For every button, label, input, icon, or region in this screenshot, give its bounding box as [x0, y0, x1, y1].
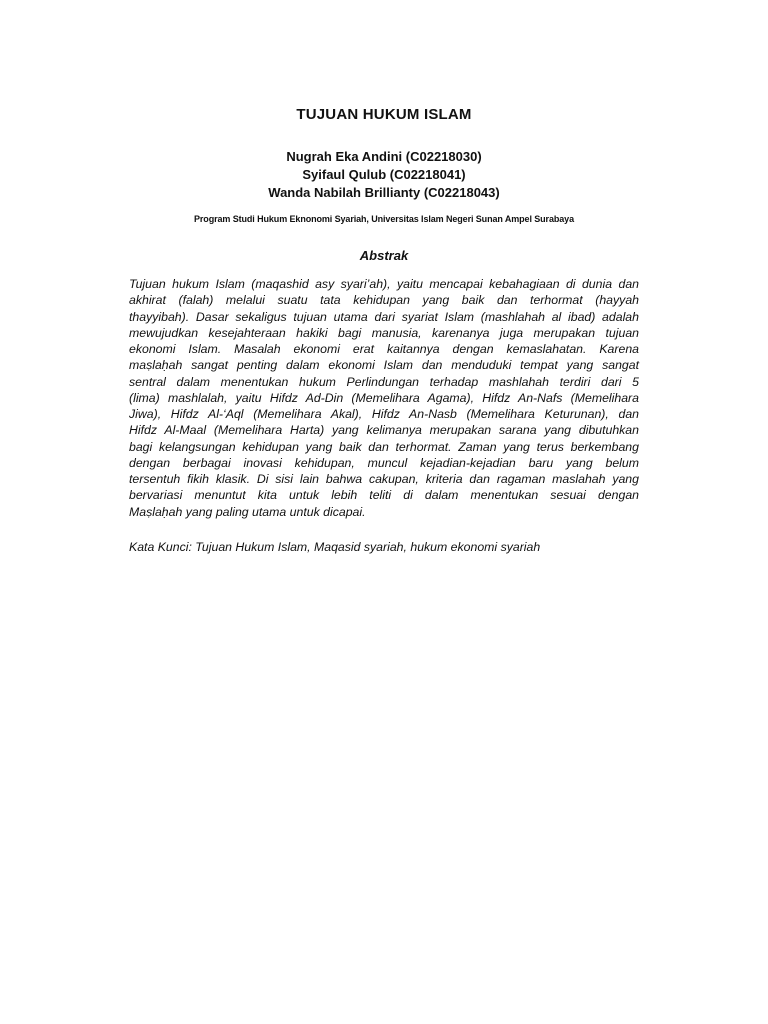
abstract-line: akhirat (falah) melalui suatu tata kehidupan yang baik dan terhormat (hayyah [129, 293, 639, 308]
author-name: Wanda Nabilah Brillianty (C02218043) [268, 185, 500, 200]
abstract-line: Hifdz Al-Maal (Memelihara Harta) yang kelimanya merupakan sarana yang dibutuhkan [129, 423, 639, 438]
abstract-line: Tujuan hukum Islam (maqashid asy syari’ah), yaitu mencapai kebahagiaan di dunia dan [129, 277, 639, 291]
abstract-body [129, 276, 639, 520]
abstract-heading: Abstrak [359, 248, 409, 263]
abstract-line: (lima) mashlalah, yaitu Hifdz Ad-Din (Memelihara Agama), Hifdz An-Nafs (Memelihara [129, 390, 639, 405]
abstract-line: tersentuh fikih klasik. Di sisi lain bahwa cakupan, kriteria dan ragaman maslahah yang [129, 472, 639, 486]
author-name: Syifaul Qulub (C02218041) [302, 167, 466, 182]
author-list [0, 148, 768, 202]
affiliation: Program Studi Hukum Eknonomi Syariah, Universitas Islam Negeri Sunan Ampel Surabaya [194, 214, 574, 224]
abstract-line: mewujudkan kesejahteraan hakiki bagi manusia, karenanya juga merupakan tujuan [129, 325, 639, 340]
abstract-line: dengan berbagai inovasi kehidupan, muncul kejadian-kejadian baru yang belum [129, 455, 639, 470]
author-name: Nugrah Eka Andini (C02218030) [286, 149, 482, 164]
abstract-line: thayyibah). Dasar sekaligus tujuan utama dari syariat Islam (mashlahah al ibad) adalah [129, 309, 639, 324]
keywords: Kata Kunci: Tujuan Hukum Islam, Maqasid syariah, hukum ekonomi syariah [129, 540, 541, 554]
abstract-line: bervariasi menuntut kita untuk lebih teliti di dalam menentukan sesuai dengan [129, 488, 639, 503]
abstract-line: bagi kelangsungan kehidupan yang baik dan terhormat. Zaman yang terus berkembang [129, 439, 639, 454]
paper-title: TUJUAN HUKUM ISLAM [296, 106, 472, 123]
abstract-line: Maṣlaḥah yang paling utama untuk dicapai. [129, 504, 366, 519]
abstract-line: Jiwa), Hifdz Al-‘Aql (Memelihara Akal), Hifdz An-Nasb (Memelihara Keturunan), dan [129, 407, 639, 421]
abstract-line: ekonomi Islam. Masalah ekonomi erat kaitannya dengan kemaslahatan. Karena [129, 342, 639, 356]
abstract-line: maṣlaḥah sangat penting dalam ekonomi Islam dan menduduki tempat yang sangat [129, 358, 639, 373]
abstract-line: sentral dalam menentukan hukum Perlindungan terhadap mashlahah terdiri dari 5 [129, 374, 639, 389]
